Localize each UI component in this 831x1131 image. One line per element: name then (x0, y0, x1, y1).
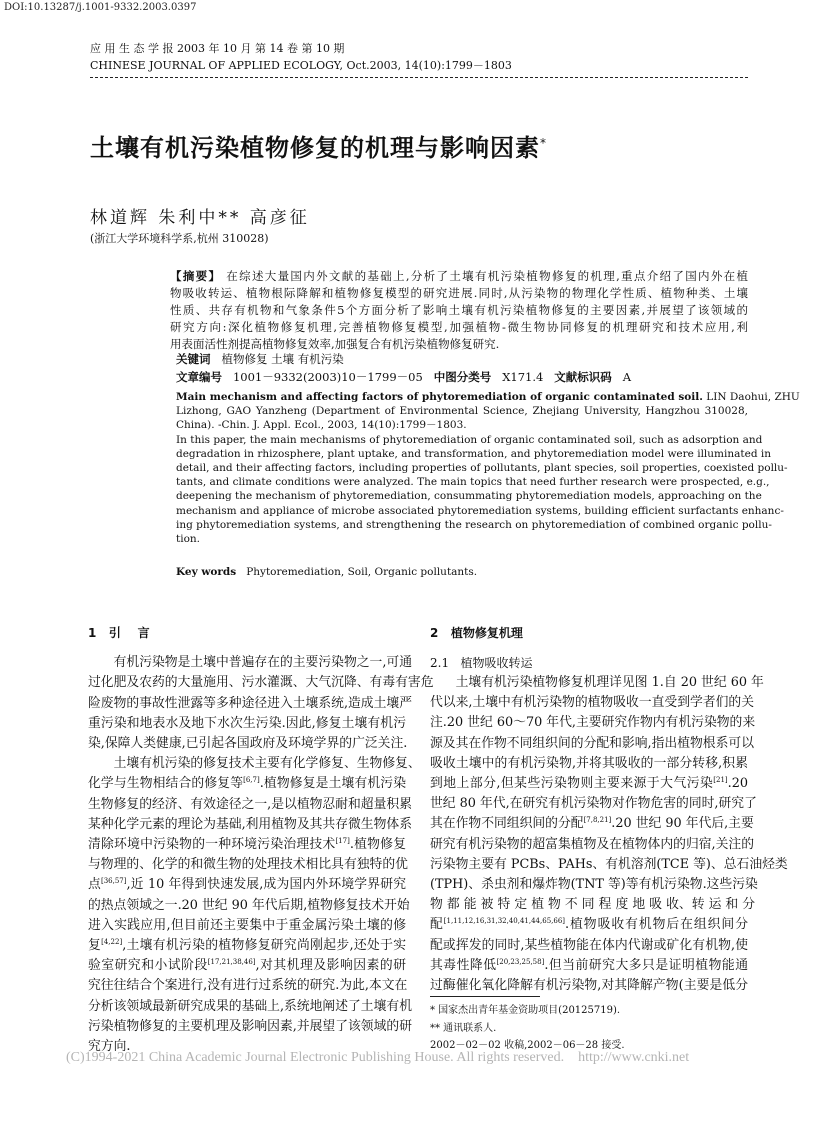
doc-code-label: 文献标识码 (554, 370, 612, 384)
header-rule (90, 77, 748, 78)
abstract-en-line: mechanism and appliance of microbe associated phytoremediation systems, building efficient surfactants enhanc- (176, 504, 784, 517)
citation: [17,21,38,46] (207, 958, 256, 967)
body-text: ,土壤有机污染的植物修复研究尚刚起步,还处于实 (122, 938, 407, 954)
abstract-en-line: Lizhong, GAO Yanzheng (Department of Environmental Science, Zhejiang University, Hangzhou 310028, (176, 405, 748, 418)
doi: DOI:10.13287/j.1001-9332.2003.0397 (4, 2, 197, 13)
body-text: 到地上部分,但某些污染物则主要来源于大气污染 (430, 776, 714, 792)
doc-code: A (622, 370, 632, 384)
body-line: 有机污染物是土壤中普遍存在的主要污染物之一,可通 (113, 655, 412, 671)
journal-header-en: CHINESE JOURNAL OF APPLIED ECOLOGY, Oct.2003, 14(10):1799－1803 (90, 59, 512, 72)
citation: [7,8,21] (583, 816, 612, 825)
body-line: 土壤有机污染植物修复机理详见图 1.自 20 世纪 60 年 (455, 675, 764, 690)
keywords-cn (176, 350, 631, 386)
footnote-corresponding: ** 通讯联系人. (430, 1022, 497, 1034)
journal-header (90, 40, 512, 74)
abstract-en-line: China). -Chin. J. Appl. Ecol., 2003, 14(10):1799－1803. (176, 419, 467, 432)
abstract-en (176, 390, 800, 546)
body-text: 其毒性降低 (430, 957, 497, 973)
abstract-en-line: detail, and their affecting factors, including properties of pollutants, plant species, soil properties, coexisted pollu- (176, 462, 788, 475)
body-text: 复 (88, 938, 102, 954)
body-line: 进入实践应用,但目前还主要集中于重金属污染土壤的修 (88, 917, 406, 933)
abstract-en-line: ing phytoremediation systems, and strengthening the research on phytoremediation of combined organic pollu- (176, 518, 772, 531)
journal-header-cn: 应 用 生 态 学 报 2003 年 10 月 第 14 卷 第 10 期 (90, 42, 345, 55)
body-line: 源及其在作物不同组织间的分配和影响,指出植物根系可以 (430, 735, 754, 751)
keywords-label: 关键词 (176, 352, 211, 366)
abstract-en-line: In this paper, the main mechanisms of phytoremediation of organic contaminated soil, such as adsorption and (176, 433, 763, 446)
body-text: .但当前研究大多只是证明植物能通 (544, 957, 749, 973)
citation: [17] (335, 837, 350, 846)
body-text: .植物修复 (349, 837, 406, 853)
keywords-en-label: Key words (176, 566, 237, 578)
abstract-line: 研究方向:深化植物修复机理,完善植物修复模型,加强植物-微生物协同修复的机理研究和技术应用,利 (170, 320, 748, 334)
body-line: 的热点领域之一.20 世纪 90 年代后期,植物修复技术开始 (88, 897, 410, 913)
body-text: 清除环境中污染物的一种环境污染治理技术 (88, 837, 336, 853)
footnotes (430, 1002, 625, 1055)
abstract-line: 在综述大量国内外文献的基础上,分析了土壤有机污染植物修复的机理,重点介绍了国内外在植 (226, 269, 749, 283)
body-text: .20 世纪 90 年代后,主要 (611, 816, 754, 832)
body-line: 研究有机污染物的超富集植物及在植物体内的归宿,关注的 (430, 836, 754, 852)
body-line: 究往往结合个案进行,没有进行过系统的研究.为此,本文在 (88, 978, 408, 994)
body-line: 世纪 80 年代,在研究有机污染物对作物危害的同时,研究了 (430, 796, 757, 812)
body-line: 生物修复的经济、有效途径之一,是以植物忍耐和超量积累 (88, 796, 412, 812)
abstract-en-line: degradation in rhizosphere, plant uptake, and transformation, and phytoremediation model were illuminated in (176, 447, 771, 460)
abstract-cn (170, 268, 748, 353)
body-line: 吸收土壤中的有机污染物,并将其吸收的一部分转移,积累 (430, 755, 748, 771)
body-line: 染,保障人类健康,已引起各国政府及环境学界的广泛关注. (88, 736, 408, 752)
abstract-en-line: tants, and climate conditions were analyzed. The main topics that need further research were prospected, e.g., (176, 476, 770, 489)
body-line: 物 都 能 被 特 定 植 物 不 同 程 度 地 吸 收、转 运 和 分 (430, 897, 756, 913)
body-line: 某种化学元素的理论为基础,利用植物及其共存微生物体系 (88, 816, 412, 832)
citation: [21] (713, 776, 728, 785)
citation: [20,23,25,58] (496, 957, 545, 966)
copyright-watermark: (C)1994-2021 China Academic Journal Electronic Publishing House. All rights reserved. http://www.cnki.net (66, 1050, 690, 1065)
body-line: 注.20 世纪 60～70 年代,主要研究作物内有机污染物的来 (430, 715, 756, 731)
clc-label: 中图分类号 (433, 370, 492, 384)
section-heading: 2 植物修复机理 (430, 626, 523, 640)
abstract-line: 用表面活性剂提高植物修复效率,加强复合有机污染植物修复研究. (170, 337, 500, 351)
body-line: 过酶催化氧化降解有机污染物,对其降解产物(主要是低分 (430, 978, 748, 994)
body-text: .植物修复是土壤有机污染 (259, 776, 406, 792)
body-line: 究方向. (88, 1039, 131, 1055)
body-line: 代以来,土壤中有机污染物的植物吸收一直受到学者们的关 (430, 695, 754, 711)
section-heading: 1 引 言 (88, 626, 150, 640)
body-line: 污染植物修复的主要机理及影响因素,并展望了该领域的研 (88, 1018, 412, 1034)
abstract-line: 性质、共存有机物和气象条件5个方面分析了影响土壤有机污染植物修复的主要因素,并展望了该领域的 (170, 303, 748, 317)
keywords-value: 植物修复 土壤 有机污染 (221, 352, 344, 366)
footnote-dates: 2002－02－02 收稿,2002－06－28 接受. (430, 1040, 625, 1051)
paper-title (90, 128, 547, 163)
body-text: 其在作物不同组织间的分配 (430, 816, 584, 832)
body-line: 土壤有机污染的修复技术主要有化学修复、生物修复、 (113, 756, 421, 772)
article-id: 1001－9332(2003)10－1799－05 (232, 370, 423, 384)
abstract-label: 【摘要】 (170, 269, 222, 283)
body-line: 污染物主要有 PCBs、PAHs、有机溶剂(TCE 等)、总石油烃类 (430, 856, 788, 872)
section-2 (430, 626, 788, 996)
body-text: ,近 10 年得到快速发展,成为国内外环境学界研究 (126, 877, 407, 893)
body-text: 配 (430, 917, 444, 933)
body-text: 点 (88, 877, 101, 893)
abstract-en-line: deepening the mechanism of phytoremediation, consummating phytoremediation models, approaching on the (176, 490, 762, 503)
body-text: 化学与生物相结合的修复等 (88, 776, 244, 792)
citation: [6,7] (243, 776, 260, 785)
body-line: 配或挥发的同时,某些植物能在体内代谢或矿化有机物,使 (430, 937, 748, 953)
citation: [1,11,12,16,31,32,40,41,44,65,66] (443, 917, 566, 926)
citation: [36,57] (100, 877, 127, 886)
body-text: 验室研究和小试阶段 (88, 958, 208, 974)
english-title: Main mechanism and affecting factors of phytoremediation of organic contaminated soil. (176, 391, 703, 403)
subsection-heading: 2.1 植物吸收转运 (430, 656, 533, 670)
footnote-rule (430, 996, 540, 997)
keywords-en (176, 566, 477, 578)
section-1 (88, 626, 434, 1057)
keywords-en-value: Phytoremediation, Soil, Organic pollutants. (246, 566, 478, 578)
article-info (176, 368, 631, 386)
article-id-label: 文章编号 (176, 370, 222, 384)
clc-value: X171.4 (502, 370, 544, 384)
footnote-funding: * 国家杰出青年基金资助项目(20125719). (430, 1005, 621, 1016)
body-text: .20 (727, 776, 748, 792)
title-text: 土壤有机污染植物修复的机理与影响因素 (90, 134, 540, 162)
body-line: 过化肥及农药的大量施用、污水灌溉、大气沉降、有毒有害危 (88, 675, 434, 691)
abstract-line: 物吸收转运、植物根际降解和植物修复模型的研究进展.同时,从污染物的物理化学性质、植物种类、土壤 (170, 286, 748, 300)
body-text: .植物吸收有机物后在组织间分 (565, 917, 748, 933)
body-line: 分析该领域最新研究成果的基础上,系统地阐述了土壤有机 (88, 998, 412, 1014)
body-line: 险废物的事故性泄露等多种途径进入土壤系统,造成土壤严 (88, 695, 412, 711)
abstract-en-line: tion. (176, 533, 200, 546)
body-line: (TPH)、杀虫剂和爆炸物(TNT 等)等有机污染物.这些污染 (430, 877, 758, 893)
abstract-en-line: LIN Daohui, ZHU (702, 391, 800, 403)
body-line: 与物理的、化学的和微生物的处理技术相比具有独特的优 (88, 857, 408, 873)
authors: 林道辉 朱利中** 高彦征 (90, 208, 310, 228)
affiliation: (浙江大学环境科学系,杭州 310028) (90, 232, 269, 245)
title-footnote-mark: * (540, 136, 547, 150)
body-text: ,对其机理及影响因素的研 (255, 958, 406, 974)
body-line: 重污染和地表水及地下水次生污染.因此,修复土壤有机污 (88, 715, 406, 731)
citation: [4,22] (101, 938, 123, 947)
